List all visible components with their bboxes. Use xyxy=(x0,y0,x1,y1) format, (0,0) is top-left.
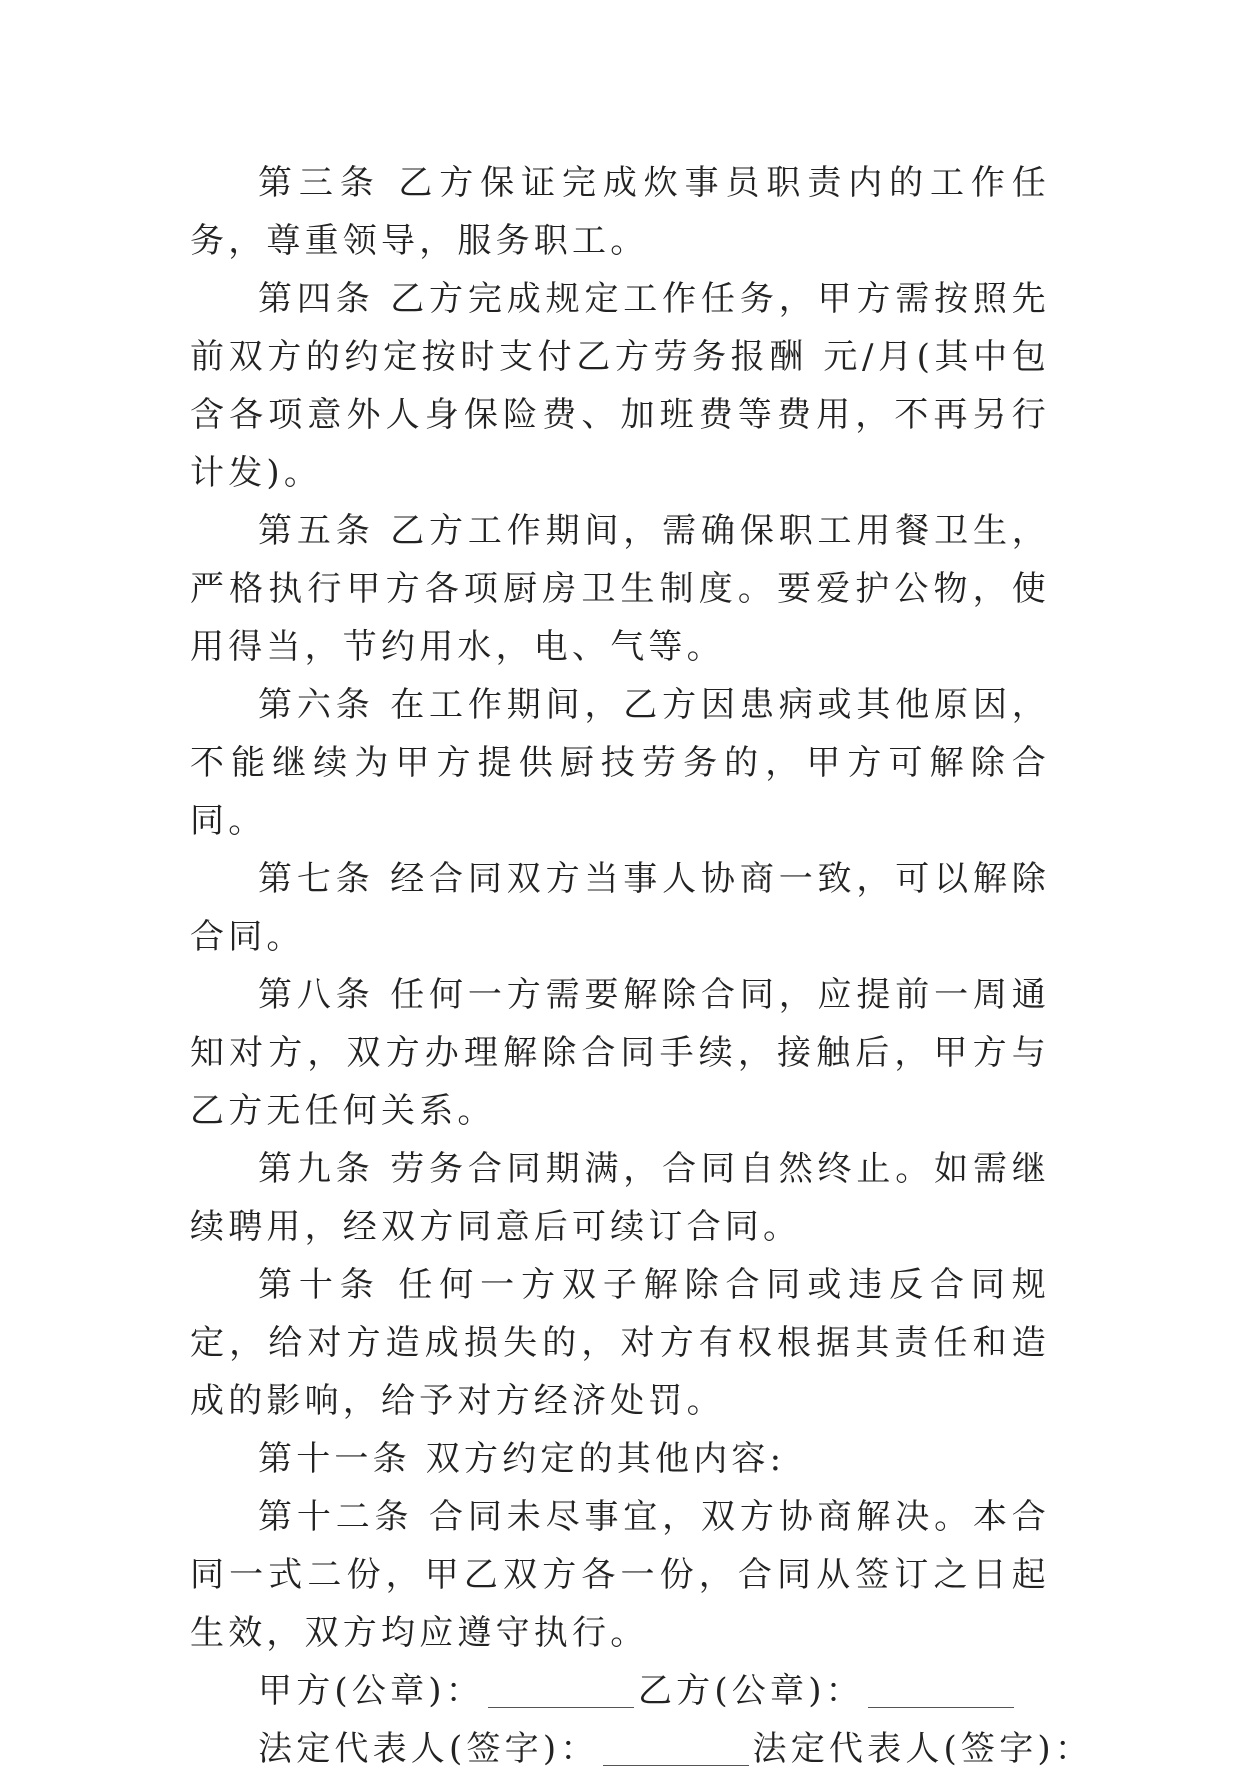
seal-line xyxy=(190,1662,1050,1720)
clause-8: 第八条 任何一方需要解除合同，应提前一周通知对方，双方办理解除合同手续，接触后，甲方与乙方无任何关系。 xyxy=(190,975,1050,1131)
party-a-rep-label: 法定代表人(签字)： xyxy=(258,1729,599,1769)
clause-3: 第三条 乙方保证完成炊事员职责内的工作任务，尊重领导，服务职工。 xyxy=(190,163,1050,261)
clause-9: 第九条 劳务合同期满，合同自然终止。如需继续聘用，经双方同意后可续订合同。 xyxy=(190,1149,1050,1247)
party-a-seal-blank xyxy=(488,1673,634,1708)
party-b-seal-blank xyxy=(868,1673,1014,1708)
party-b-rep-label: 法定代表人(签字)： xyxy=(752,1729,1094,1769)
contract-body xyxy=(190,154,1094,1778)
clause-10: 第十条 任何一方双子解除合同或违反合同规定，给对方造成损失的，对方有权根据其责任和造成的影响，给予对方经济处罚。 xyxy=(190,1265,1050,1421)
clause-11: 第十一条 双方约定的其他内容: xyxy=(258,1439,786,1479)
party-b-seal-label: 乙方(公章)： xyxy=(637,1671,864,1711)
party-a-rep-blank xyxy=(603,1731,749,1766)
clause-12: 第十二条 合同未尽事宜，双方协商解决。本合同一式二份，甲乙双方各一份，合同从签订之日起生效，双方均应遵守执行。 xyxy=(190,1497,1050,1653)
clause-7: 第七条 经合同双方当事人协商一致，可以解除合同。 xyxy=(190,859,1050,957)
clause-5: 第五条 乙方工作期间，需确保职工用餐卫生，严格执行甲方各项厨房卫生制度。要爱护公物，使用得当，节约用水，电、气等。 xyxy=(190,511,1050,667)
party-a-seal-label: 甲方(公章)： xyxy=(258,1671,484,1711)
clause-4: 第四条 乙方完成规定工作任务，甲方需按照先前双方的约定按时支付乙方劳务报酬 元/月(其中包含各项意外人身保险费、加班费等费用，不再另行计发)。 xyxy=(190,279,1050,493)
clause-6: 第六条 在工作期间，乙方因患病或其他原因，不能继续为甲方提供厨技劳务的，甲方可解除合同。 xyxy=(190,685,1050,841)
representative-line xyxy=(190,1720,1094,1778)
